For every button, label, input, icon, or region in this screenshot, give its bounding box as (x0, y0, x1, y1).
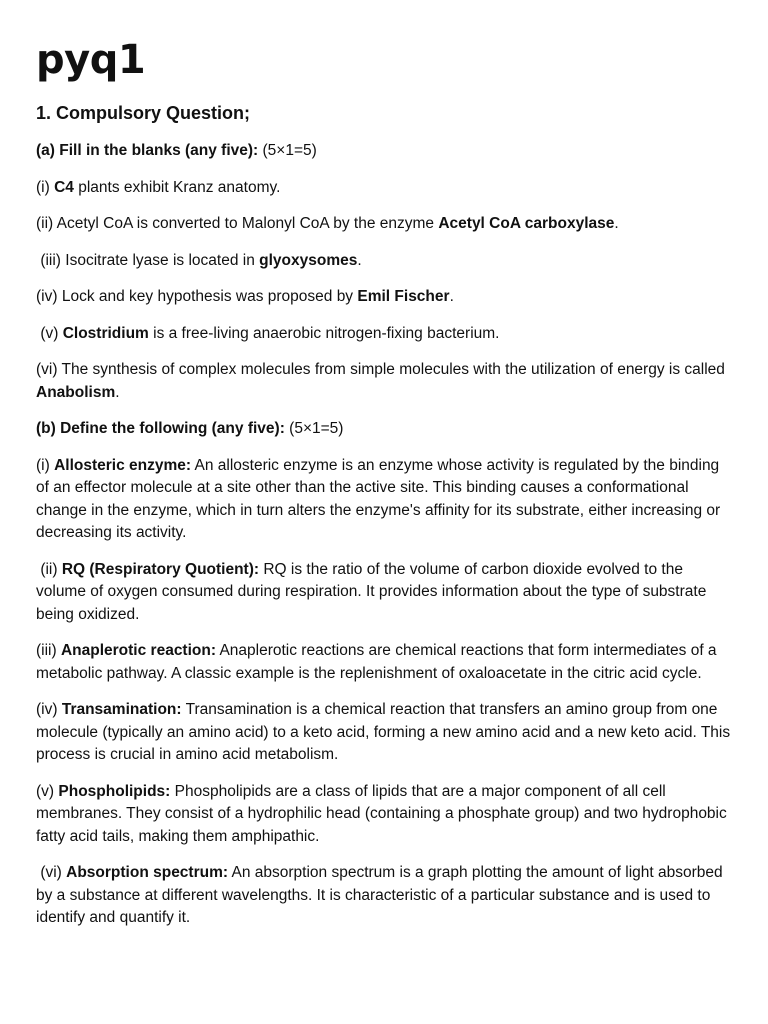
definition-term: RQ (Respiratory Quotient): (61, 560, 260, 578)
item-number: (i) (36, 178, 55, 196)
item-answer: Clostridium (62, 324, 149, 342)
item-number: (ii) (36, 560, 62, 578)
definition-item (36, 455, 732, 545)
page-title: pyq1 (36, 37, 146, 83)
item-number: (v) (36, 324, 63, 342)
item-number: (iv) (36, 701, 62, 718)
definition-text: RQ is the ratio of the volume of carbon dioxide evolved to the volume of oxygen consumed during respiration. It provides information about the type of substrate being oxidized. (36, 560, 711, 623)
item-text: The synthesis of complex molecules from simple molecules with the utilization of energy is called (61, 361, 725, 378)
item-text: . (115, 383, 120, 401)
definition-text: Transamination is a chemical reaction that transfers an amino group from one molecule (typically an amino acid) to a keto acid, forming a new amino acid and a new keto acid. This process is crucial in amino acid metabolism. (36, 701, 731, 763)
item-number: (iii) (36, 251, 66, 269)
item-number: (iv) (36, 288, 62, 305)
item-text: . (449, 288, 454, 305)
item-number: (iii) (36, 642, 61, 659)
item-answer: glyoxysomes (259, 251, 358, 269)
blank-item (36, 286, 732, 309)
definition-term: Allosteric enzyme: (54, 456, 192, 474)
definition-term: Phospholipids: (58, 782, 171, 800)
definition-term: Absorption spectrum: (66, 864, 229, 881)
item-answer: Acetyl CoA carboxylase (438, 215, 615, 232)
item-text: . (357, 251, 362, 269)
definition-text: An absorption spectrum is a graph plotting the amount of light absorbed by a substance at different wavelengths. It is characteristic of a particular substance and is used to identify and quantify it. (36, 864, 727, 926)
definition-text: Phospholipids are a class of lipids that are a major component of all cell membranes. They consist of a hydrophilic head (containing a phosphate group) and two hydrophobic fatty acid tails, making them amphipathic. (36, 782, 727, 845)
definition-item (36, 699, 732, 767)
item-answer: C4 (54, 178, 74, 196)
definition-text: Anaplerotic reactions are chemical reactions that form intermediates of a metabolic pathway. A classic example is the replenishment of oxaloacetate in the citric acid cycle. (36, 642, 717, 682)
section-b-label: (b) Define the following (any five): (36, 420, 285, 437)
item-number: (ii) (36, 215, 57, 232)
definition-term: Anaplerotic reaction: (60, 642, 216, 659)
item-answer: Emil Fischer (357, 288, 450, 305)
blank-item (36, 177, 732, 200)
item-text: . (614, 215, 619, 232)
blank-item (36, 250, 732, 273)
item-text: plants exhibit Kranz anatomy. (73, 178, 281, 196)
section-a-marks: (5×1=5) (258, 142, 317, 159)
blank-item (36, 213, 732, 236)
item-text: Lock and key hypothesis was proposed by (61, 288, 358, 305)
item-answer: Anabolism (36, 383, 116, 401)
definition-item (36, 862, 732, 930)
definition-item (36, 640, 732, 685)
item-text: is a free-living anaerobic nitrogen-fixing bacterium. (148, 324, 500, 342)
section-b-header (36, 418, 732, 441)
item-text: Isocitrate lyase is located in (65, 251, 260, 269)
question-heading: 1. Compulsory Question; (36, 103, 251, 123)
item-number: (v) (36, 782, 59, 800)
section-a-label: (a) Fill in the blanks (any five): (36, 142, 259, 159)
item-text: Acetyl CoA is converted to Malonyl CoA by the enzyme (56, 215, 439, 232)
definition-term: Transamination: (61, 701, 182, 718)
blank-item (36, 359, 732, 404)
blank-item (36, 323, 732, 346)
item-number: (i) (36, 456, 55, 474)
definition-text: An allosteric enzyme is an enzyme whose activity is regulated by the binding of an effector molecule at a site other than the active site. This binding causes a conformational change in the enzyme, which in turn alters the enzyme's affinity for its substrate, either increasing or decreasing its activity. (36, 456, 721, 541)
item-number: (vi) (36, 361, 62, 378)
section-b-marks: (5×1=5) (284, 420, 344, 437)
definition-item (36, 781, 732, 849)
definition-item (36, 559, 732, 627)
section-a-header (36, 140, 732, 163)
item-number: (vi) (36, 864, 67, 881)
